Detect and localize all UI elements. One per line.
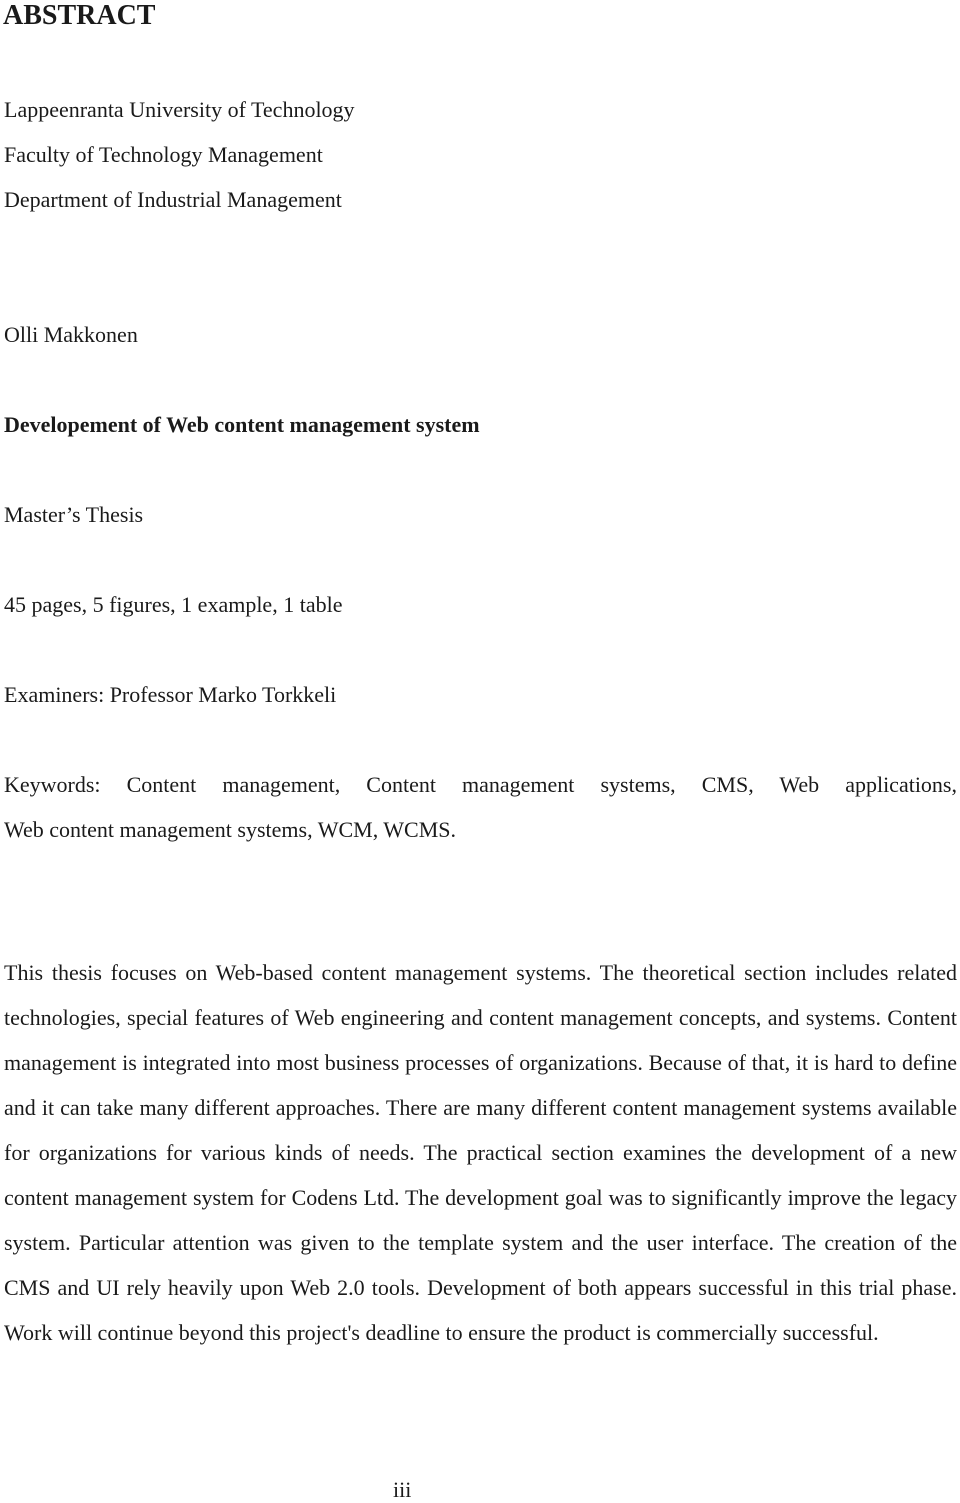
department-name: Department of Industrial Management [4,187,342,212]
abstract-body [4,950,957,1355]
abstract-text: This thesis focuses on Web-based content management systems. The theoretical section includes related technologies, special features of Web engineering and content management concepts, and systems. Content management is integrated into most business processes of organizations. Because of that, it is hard to define and it can take many different approaches. There are many different content management systems available for organizations for various kinds of needs. The practical section examines the development of a new content management system for Codens Ltd. The development goal was to significantly improve the legacy system. Particular attention was given to the template system and the user interface. The creation of the CMS and UI rely heavily upon Web 2.0 tools. Development of both appears successful in this trial phase. Work will continue beyond this project's deadline to ensure the product is commercially successful. [4,960,957,1345]
page-number: iii [393,1477,412,1502]
keywords-line-2: Web content management systems, WCM, WCMS. [4,817,457,842]
author-name: Olli Makkonen [4,322,138,347]
examiners: Examiners: Professor Marko Torkkeli [4,682,337,707]
faculty-name: Faculty of Technology Management [4,142,323,167]
keywords-line-1: Keywords: Content management, Content management systems, CMS, Web applications, [4,772,957,797]
thesis-title: Developement of Web content management system [4,412,480,437]
university-name: Lappeenranta University of Technology [4,97,355,122]
thesis-extent: 45 pages, 5 figures, 1 example, 1 table [4,592,343,617]
thesis-type: Master’s Thesis [4,502,144,527]
abstract-heading: ABSTRACT [3,0,156,31]
